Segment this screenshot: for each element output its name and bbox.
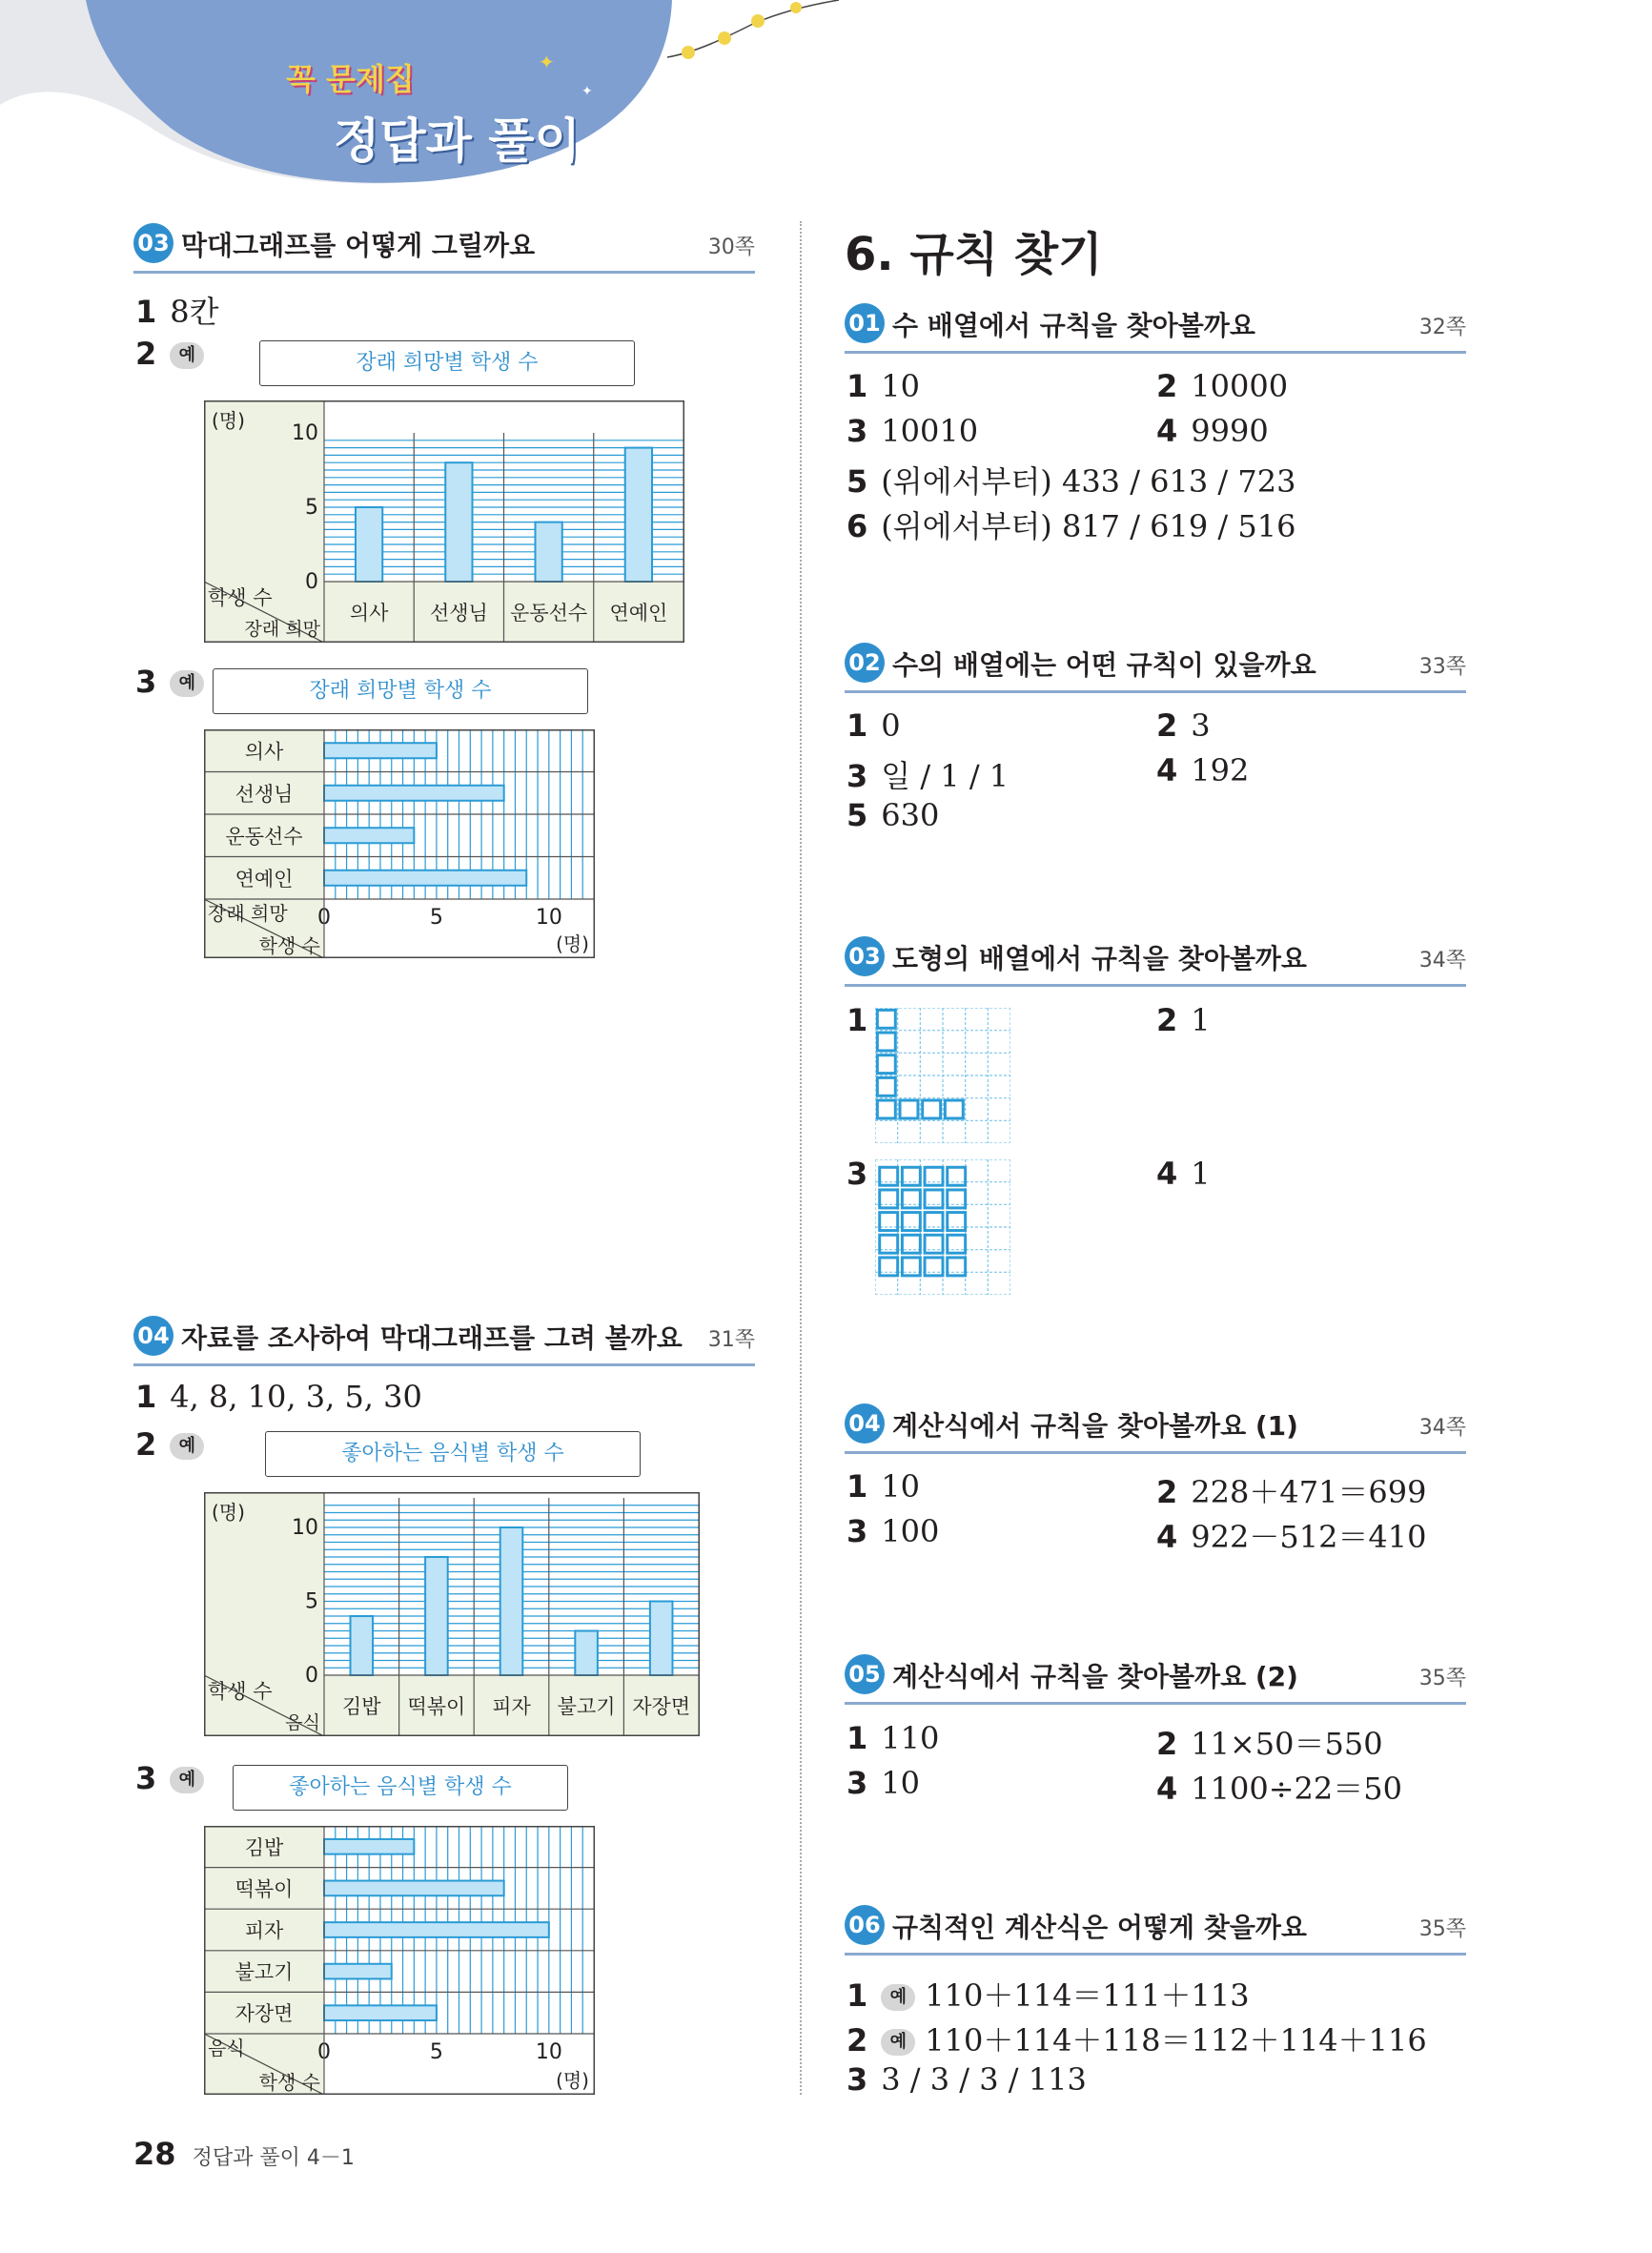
bar-운동선수 — [324, 828, 414, 843]
bar-불고기 — [324, 1964, 392, 1979]
chart-title: 좋아하는 음식별 학생 수 — [265, 1431, 641, 1477]
answer-2-label: 2 예 — [135, 336, 214, 372]
chart-title: 장래 희망별 학생 수 — [213, 668, 588, 714]
tick-label: 0 — [305, 1664, 318, 1688]
shape-cell — [877, 1055, 895, 1074]
section-number: 04 — [133, 1316, 173, 1356]
section-title: 막대그래프를 어떻게 그릴까요 — [181, 230, 536, 261]
tick-label: 10 — [535, 906, 562, 930]
shape-cell — [925, 1190, 943, 1208]
section-header-01: 01 수 배열에서 규칙을 찾아볼까요 32쪽 — [845, 301, 1466, 354]
shape-cell — [900, 1100, 918, 1118]
answer-3: 3 3 / 3 / 3 / 113 — [846, 2061, 1087, 2098]
category-axis-label: 장래 희망 — [208, 902, 288, 925]
category-label: 연예인 — [235, 867, 294, 891]
answer-1: 1 예 110＋114＝111＋113 — [846, 1977, 1250, 2014]
tick-label: 5 — [429, 906, 443, 930]
answer-3: 3 10 — [846, 1765, 920, 1801]
answer-5: 5 630 — [846, 797, 940, 833]
shape-cell — [948, 1235, 966, 1253]
shape-cell — [948, 1167, 966, 1185]
bar-김밥 — [351, 1616, 374, 1675]
page-number: 28 — [133, 2136, 176, 2172]
answer-4: 4 9990 — [1156, 413, 1269, 449]
chart-title: 좋아하는 음식별 학생 수 — [233, 1765, 568, 1811]
shape-cell — [948, 1213, 966, 1231]
answer-2: 2 10000 — [1156, 368, 1289, 404]
section-title: 자료를 조사하여 막대그래프를 그려 볼까요 — [181, 1322, 683, 1354]
section-header-03: 03 도형의 배열에서 규칙을 찾아볼까요 34쪽 — [845, 934, 1466, 987]
category-label: 자장면 — [235, 2002, 294, 2026]
shape-cell — [902, 1235, 920, 1253]
shape-cell — [948, 1190, 966, 1208]
answer-1: 1 8칸 — [135, 294, 219, 330]
category-label: 운동선수 — [225, 825, 303, 849]
answer-2: 2 228＋471＝699 — [1156, 1474, 1427, 1510]
answer-3: 3 10010 — [846, 413, 979, 449]
bar-떡볶이 — [425, 1557, 448, 1675]
shape-cell — [948, 1258, 966, 1276]
answer-3: 3 일 / 1 / 1 — [846, 758, 1010, 794]
tick-label: 10 — [292, 421, 318, 445]
section-header-02: 02 수의 배열에는 어떤 규칙이 있을까요 33쪽 — [845, 641, 1466, 693]
bar-피자 — [500, 1527, 523, 1675]
answer-4: 4 922－512＝410 — [1156, 1519, 1427, 1555]
category-label: 불고기 — [557, 1695, 616, 1718]
footer — [133, 2136, 355, 2172]
shape-cell — [902, 1258, 920, 1276]
svg-text:✦: ✦ — [581, 84, 593, 99]
tick-label: 5 — [429, 2040, 443, 2064]
unit-label: (명) — [212, 409, 245, 432]
category-label: 떡볶이 — [235, 1877, 294, 1901]
bar-의사 — [356, 507, 382, 582]
answer-4: 4 1 — [1156, 1156, 1211, 1192]
section-page: 30쪽 — [707, 236, 755, 259]
count-axis-label: 학생 수 — [258, 2071, 320, 2094]
category-axis-label: 장래 희망 — [244, 619, 320, 640]
category-label: 의사 — [349, 602, 389, 625]
bar-연예인 — [625, 448, 652, 582]
category-axis-label: 음식 — [208, 2037, 245, 2059]
shape-cell — [877, 1100, 895, 1118]
grid-figure-l-shape — [875, 1008, 1010, 1143]
svg-text:✦: ✦ — [539, 51, 555, 73]
page-header — [0, 0, 1652, 200]
tick-label: 0 — [305, 570, 318, 594]
shape-cell — [880, 1167, 898, 1185]
shape-cell — [902, 1213, 920, 1231]
shape-cell — [877, 1010, 895, 1028]
answer-1: 1 10 — [846, 1468, 920, 1505]
bar-자장면 — [650, 1602, 673, 1676]
example-tag: 예 — [170, 1767, 204, 1793]
chart-jobs-vertical — [204, 400, 684, 643]
unit-label: (명) — [556, 932, 589, 955]
bar-의사 — [324, 743, 437, 758]
category-label: 떡볶이 — [407, 1695, 466, 1718]
tick-label: 5 — [305, 496, 318, 520]
answer-1: 1 110 — [846, 1720, 940, 1756]
tick-label: 10 — [535, 2040, 562, 2064]
shape-cell — [880, 1235, 898, 1253]
section-header-05: 05 계산식에서 규칙을 찾아볼까요 (2) 35쪽 — [845, 1652, 1466, 1705]
footer-text: 정답과 풀이 4－1 — [192, 2146, 355, 2170]
category-label: 김밥 — [244, 1835, 284, 1859]
answer-1: 1 0 — [846, 707, 901, 744]
tick-label: 0 — [317, 906, 331, 930]
tick-label: 5 — [305, 1589, 318, 1614]
example-tag: 예 — [170, 1433, 204, 1460]
answer-3: 3 — [846, 1156, 868, 1192]
example-tag: 예 — [881, 1984, 915, 2011]
bar-자장면 — [324, 2005, 437, 2020]
header-title: 정답과 풀이 — [334, 113, 581, 169]
section-header-06: 06 규칙적인 계산식은 어떻게 찾을까요 35쪽 — [845, 1903, 1466, 1956]
category-axis-label: 음식 — [285, 1712, 320, 1733]
unit-label: (명) — [556, 2069, 589, 2092]
count-axis-label: 학생 수 — [258, 934, 320, 957]
section-header-03 — [133, 221, 755, 274]
grid-figure-square — [875, 1159, 1010, 1295]
shape-cell — [902, 1190, 920, 1208]
answer-2-label: 2 예 — [135, 1426, 214, 1463]
bar-떡볶이 — [324, 1881, 504, 1896]
shape-cell — [880, 1213, 898, 1231]
chart-title: 장래 희망별 학생 수 — [259, 340, 635, 386]
column-divider — [800, 221, 802, 2095]
chart-food-horizontal — [204, 1826, 595, 2095]
shape-cell — [925, 1213, 943, 1231]
shape-cell — [880, 1190, 898, 1208]
example-tag: 예 — [881, 2029, 915, 2056]
chapter-title: 6. 규칙 찾기 — [845, 228, 1103, 281]
count-axis-label: 학생 수 — [208, 586, 273, 609]
answer-3: 3 100 — [846, 1513, 940, 1549]
category-label: 불고기 — [235, 1960, 294, 1984]
bar-김밥 — [324, 1839, 414, 1854]
bar-선생님 — [445, 462, 472, 582]
unit-label: (명) — [212, 1501, 245, 1524]
example-tag: 예 — [170, 342, 204, 369]
answer-3-label: 3 예 — [135, 1760, 214, 1796]
shape-cell — [877, 1077, 895, 1096]
category-label: 김밥 — [342, 1695, 381, 1718]
count-axis-label: 학생 수 — [208, 1680, 273, 1703]
answer-1: 1 4, 8, 10, 3, 5, 30 — [135, 1379, 422, 1415]
answer-4: 4 192 — [1156, 752, 1250, 789]
header-banner — [0, 0, 1652, 200]
tick-label: 10 — [292, 1516, 318, 1540]
answer-2: 2 11×50＝550 — [1156, 1726, 1383, 1762]
section-header-04: 04 계산식에서 규칙을 찾아볼까요 (1) 34쪽 — [845, 1402, 1466, 1454]
bar-피자 — [324, 1922, 549, 1937]
section-page: 31쪽 — [707, 1328, 755, 1352]
example-tag: 예 — [170, 670, 204, 697]
category-label: 선생님 — [429, 602, 488, 625]
answer-4: 4 1100÷22＝50 — [1156, 1771, 1402, 1807]
bar-불고기 — [575, 1631, 598, 1676]
category-label: 피자 — [244, 1919, 284, 1942]
section-header-04 — [133, 1314, 755, 1366]
section-number: 03 — [133, 223, 173, 263]
shape-cell — [945, 1100, 963, 1118]
answer-6: 6 (위에서부터) 817 / 619 / 516 — [846, 508, 1296, 544]
category-label: 의사 — [244, 740, 284, 764]
series-label: 꼭 문제집 — [286, 61, 415, 97]
answer-1: 1 10 — [846, 368, 920, 404]
category-label: 피자 — [492, 1695, 531, 1718]
category-label: 운동선수 — [510, 602, 588, 625]
answer-1: 1 — [846, 1002, 868, 1038]
chart-food-vertical — [204, 1492, 700, 1736]
answer-2: 2 예 110＋114＋118＝112＋114＋116 — [846, 2022, 1427, 2058]
tick-label: 0 — [317, 2040, 331, 2064]
answer-2: 2 3 — [1156, 707, 1211, 744]
category-label: 선생님 — [235, 782, 294, 806]
bar-연예인 — [324, 870, 526, 886]
shape-cell — [877, 1033, 895, 1051]
chart-jobs-horizontal — [204, 729, 595, 958]
shape-cell — [902, 1167, 920, 1185]
answer-2: 2 1 — [1156, 1002, 1211, 1038]
answer-3-label: 3 예 — [135, 664, 214, 700]
answer-5: 5 (위에서부터) 433 / 613 / 723 — [846, 463, 1296, 500]
bar-운동선수 — [535, 522, 561, 582]
shape-cell — [925, 1258, 943, 1276]
shape-cell — [925, 1167, 943, 1185]
category-label: 연예인 — [609, 602, 668, 625]
bar-선생님 — [324, 786, 504, 801]
shape-cell — [925, 1235, 943, 1253]
shape-cell — [923, 1100, 941, 1118]
shape-cell — [880, 1258, 898, 1276]
category-label: 자장면 — [632, 1695, 691, 1718]
